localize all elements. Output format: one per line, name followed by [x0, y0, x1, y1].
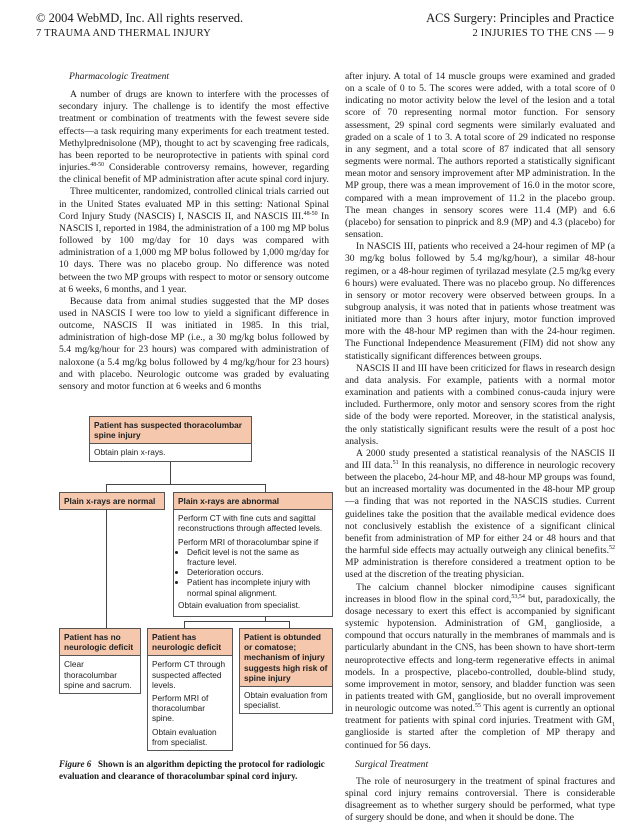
paragraph: NASCIS II and III have been criticized for flaws in research design and data analysis. For example, patients with a normal motor examination and patients with a combined conus-cauda injury were included. Furthermore, only motor and sensory scores from the right side of the body were reported. Moreover, in the statistical analysis, the only statistically significant results were the result of a post hoc analysis.: [345, 362, 615, 447]
paragraph: A number of drugs are known to interfere with the processes of secondary injury. The challenge is to identify the most effective treatment or combination of treatments with the fewest severe side effects—a task requiring many experiments for each treatment tested. Methylprednisolone (MP), thought to act by scavenging free radicals, has been reported to be neuroprotective in patients with spinal cord injuries.$^{48-50}$ Considerable controversy remains, however, regarding the clinical benefit of MP administration after acute spinal cord injury.: [59, 89, 329, 186]
book-title: ACS Surgery: Principles and Practice: [426, 11, 614, 25]
flow-text: Obtain evaluation from specialist.: [152, 726, 217, 747]
figure-caption-text: Shown is an algorithm depicting the protocol for radiologic evaluation and clearance of thoracolumbar spinal cord injury.: [59, 759, 325, 781]
flow-box-body: [174, 510, 332, 616]
flow-text: Perform CT through suspected affected levels.: [152, 659, 226, 690]
flow-box-body: [148, 656, 232, 750]
flow-box-suspected-injury: [89, 416, 252, 462]
page-header-right: [426, 10, 614, 42]
flow-box-head: Patient has suspected thoracolumbar spine injury: [90, 417, 251, 444]
section-title-right: 2 INJURIES TO THE CNS — 9: [472, 28, 614, 39]
paragraph: The role of neurosurgery in the treatment of spinal fractures and spinal cord injury remains controversial. There is considerable disagreement as to whether surgery should be performed, what type of surgery should be done, and when it should be done. The: [345, 775, 615, 824]
flow-box-head: Patient has no neurologic deficit: [60, 629, 140, 656]
section-title-left: 7 TRAUMA AND THERMAL INJURY: [36, 28, 211, 39]
flow-text: Perform CT with fine cuts and sagittal reconstructions through affected levels.: [178, 513, 323, 534]
paragraph: after injury. A total of 14 muscle groups were examined and graded on a scale of 0 to 5. The scores were added, with a total score of 0 indicating no motor activity below the level of the lesion and a total score of 70 representing normal motor function. For sensory assessment, 29 spinal cord segments were similarly evaluated and graded on a scale of 1 to 3. A total score of 29 indicated no response in any segment, and a total score of 87 indicated that all sensory segments were normal. The authors reported a statistically significant mean motor and sensory improvement after MP administration. In the MP group, there was a mean improvement of 16.0 in the motor score, compared with a mean improvement of 11.2 in the placebo group. The mean changes in sensory scores were 11.4 (MP) and 6.6 (placebo) for sensation to pinprick and 8.9 (MP) and 4.3 (placebo) for sensation.: [345, 71, 615, 241]
left-column: [59, 71, 329, 393]
figure-label: Figure 6: [59, 759, 92, 769]
flow-box-deficit: [147, 628, 233, 751]
subheading-pharmacologic: Pharmacologic Treatment: [69, 71, 170, 82]
flow-box-xrays-normal: [59, 492, 165, 510]
page-header-left: [36, 10, 243, 42]
paragraph: Three multicenter, randomized, controlled clinical trials carried out in the United States evaluated MP in this setting: National Spinal Cord Injury Study (NASCIS) I, NASCIS II, and NASCIS III.$^{48-50}$ In NASCIS I, reported in 1984, the administration of a 100 mg MP bolus followed by 100 mg/day for 10 days was compared with administration of a 1,000 mg MP bolus followed by 1,000 mg/day for 10 days. There was no placebo group. No difference was noted between the two MP groups with respect to motor or sensory outcome at 6 weeks, 6 months, and 1 year.: [59, 186, 330, 295]
flow-box-head: Patient has neurologic deficit: [148, 629, 232, 656]
list-item: • Patient has incomplete injury with normal spinal alignment.: [187, 577, 328, 597]
subheading-surgical: Surgical Treatment: [355, 758, 429, 770]
flow-box-no-deficit: [59, 628, 141, 694]
flow-text: Perform MRI of thoracolumbar spine if: [178, 536, 319, 547]
flow-box-xrays-abnormal: [173, 492, 333, 617]
flow-box-head: Patient is obtunded or comatose; mechanism of injury suggests high risk of spine injury: [240, 629, 332, 687]
flow-bullet-list: [178, 547, 328, 598]
paragraph: Because data from animal studies suggested that the MP doses used in NASCIS I were too low to yield a significant difference in outcome, NASCIS II was initiated in 1985. In this trial, administration of high-dose MP (i.e., a 30 mg/kg bolus followed by 5.4 mg/kg/hour for 23 hours) was compared with administration of naloxone (a 5.4 mg/kg bolus followed by 4 mg/kg/hour for 23 hours) and with placebo. Neurologic outcome was graded by evaluating sensory and motor function at 6 weeks and 6 months: [59, 295, 329, 392]
flow-box-body: Obtain plain x-rays.: [94, 447, 166, 458]
right-column: [345, 71, 615, 825]
list-item: • Deficit level is not the same as fracture level.: [187, 547, 328, 567]
paragraph: A 2000 study presented a statistical reanalysis of the NASCIS II and III data.$^{51}$ In this reanalysis, no difference in neurologic recovery between the placebo, 24-hour MP, and 48-hour MP groups was found, but an increased mortality was documented in the 48-hour MP group—a finding that was not reported in the NASCIS studies. Current guidelines take the position that the available medical evidence does not conclusively establish the existence of a significant clinical benefit from administration of MP for either 24 or 48 hours and that the harmful side effects may actually outweigh any clinical benefits.$^{52}$ MP administration is therefore considered a treatment option to be used at the discretion of the treating physician.: [345, 447, 615, 581]
paragraph: The calcium channel blocker nimodipine causes significant increases in blood flow in the spinal cord,$^{53,54}$ but, paradoxically, the dosage necessary to exert this effect is accompanied by significant systemic hypotension. Administration of $GM_1$ ganglioside, a compound that occurs naturally in the membranes of mammals and is particularly abundant in the CNS, has been shown to have short-term neuroprotective effects and long-term regenerative effects in animal models. In a prospective, placebo-controlled, double-blind study, some improvement in motor, sensory, and bladder function was seen in patients treated with $GM_1$ ganglioside, but no overall improvement in neurologic outcome was noted.$^{55}$ This agent is currently an optional treatment for patients with spinal cord injuries. Treatment with $GM_1$ ganglioside is started after the completion of MP therapy and continued for 56 days.: [345, 581, 616, 751]
copyright: © 2004 WebMD, Inc. All rights reserved.: [36, 11, 244, 25]
flow-box-obtunded: [239, 628, 333, 714]
figure-caption: [59, 759, 331, 782]
flow-box-body: Obtain evaluation from specialist.: [244, 690, 328, 711]
flow-text: Obtain evaluation from specialist.: [178, 599, 301, 610]
flow-box-head: Plain x-rays are normal: [60, 493, 164, 509]
paragraph: In NASCIS III, patients who received a 24-hour regimen of MP (a 30 mg/kg bolus followed by 5.4 mg/kg/hour), a similar 48-hour regimen, or a 48-hour regimen of tyrilazad mesylate (2.5 mg/kg every 6 hours) were evaluated. There was no placebo group. No differences in sensory or motor recovery were observed between groups. In a subgroup analysis, it was noted that in patients whose treatment was initiated more than 3 hours after injury, motor function improved more with the 48-hour MP regimen than with the 24-hour regimen. The Functional Independence Measurement (FIM) did not show any statistically significant differences between groups.: [345, 241, 615, 362]
flow-text: Perform MRI of thoracolumbar spine.: [152, 693, 209, 724]
list-item: • Deterioration occurs.: [187, 567, 328, 577]
flow-box-head: Plain x-rays are abnormal: [174, 493, 332, 510]
flow-box-body: Clear thoracolumbar spine and sacrum.: [64, 659, 132, 690]
